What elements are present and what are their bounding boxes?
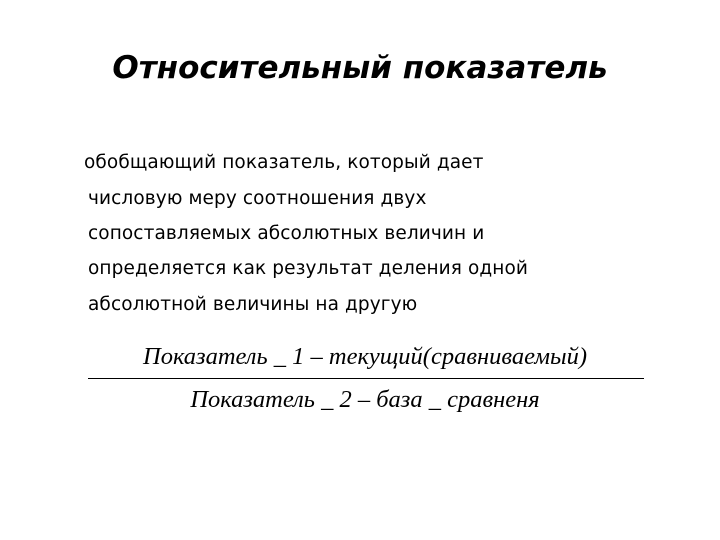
definition-line: обобщающий показатель, который дает (84, 152, 484, 173)
definition-line: определяется как результат деления одной (88, 258, 529, 279)
definition-line: числовую меру соотношения двух (88, 188, 427, 209)
formula-denominator: Показатель _ 2 – база _ сравненя (190, 386, 540, 413)
definition-line: сопоставляемых абсолютных величин и (88, 223, 485, 244)
definition-line: абсолютной величины на другую (88, 294, 418, 315)
fraction-bar (88, 378, 644, 379)
slide-title: Относительный показатель (112, 50, 608, 86)
fraction-formula (80, 336, 650, 420)
formula-numerator: Показатель _ 1 – текущий(сравниваемый) (143, 343, 587, 370)
